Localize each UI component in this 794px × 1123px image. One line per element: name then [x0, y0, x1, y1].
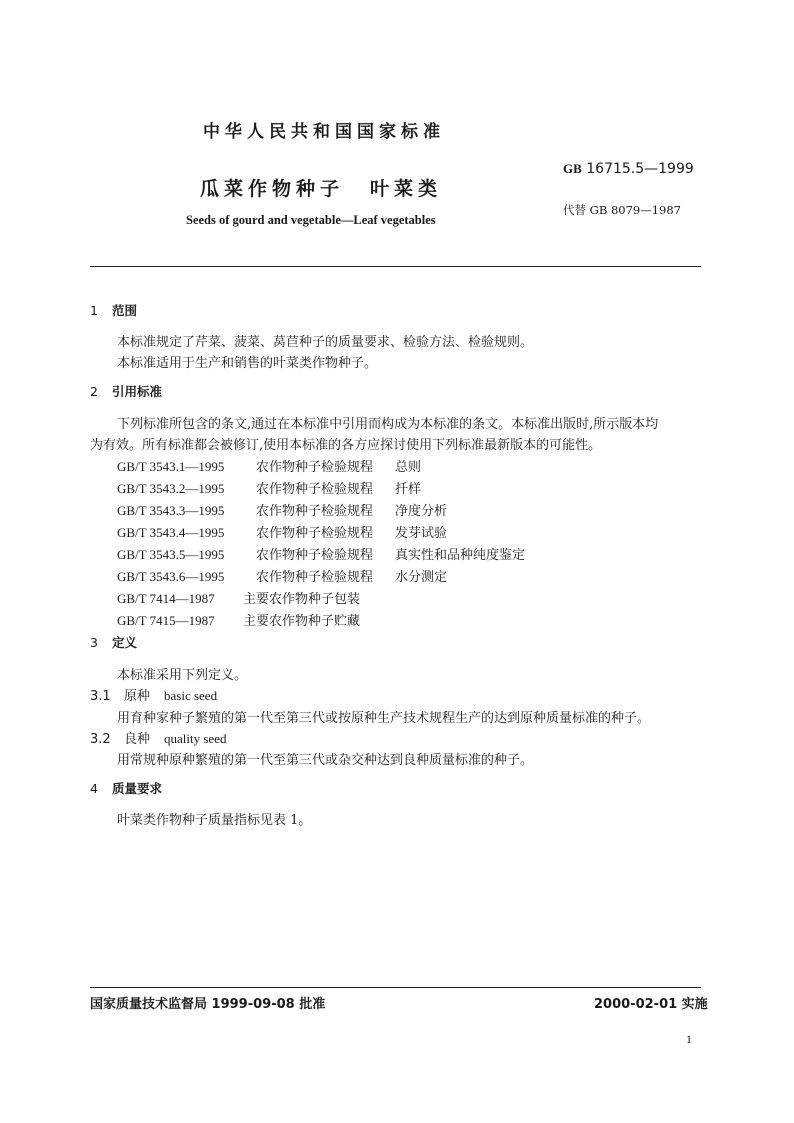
reference-subtitle: 水分测定 [395, 570, 448, 585]
paragraph: 下列标准所包含的条文,通过在本标准中引用而构成为本标准的条文。本标准出版时,所示版本均 [117, 417, 659, 432]
definition-number: 3.1 [90, 689, 111, 704]
reference-item [117, 478, 421, 497]
document-title [200, 174, 442, 201]
section-title: 范围 [112, 303, 138, 318]
reference-item [117, 544, 525, 563]
section-title: 定义 [112, 635, 138, 650]
reference-subtitle: 总则 [395, 460, 422, 475]
definition-term-english: quality seed [164, 731, 227, 746]
section-number: 4 [90, 781, 98, 796]
reference-subtitle: 净度分析 [395, 504, 448, 519]
definition-term: 良种 [124, 732, 151, 747]
reference-code: GB/T 3543.5—1995 [117, 547, 225, 562]
implementation-date: 2000-02-01 实施 [594, 997, 708, 1012]
reference-title: 农作物种子检验规程 [256, 460, 374, 475]
reference-code: GB/T 3543.4—1995 [117, 525, 225, 540]
definition-text: 用常规种原种繁殖的第一代至第三代或杂交种达到良种质量标准的种子。 [117, 753, 534, 768]
reference-title: 主要农作物种子贮藏 [243, 614, 361, 629]
section-title: 引用标准 [112, 384, 163, 399]
section-title: 质量要求 [112, 781, 163, 796]
reference-code: GB/T 7414—1987 [117, 591, 215, 606]
section-number: 3 [90, 635, 98, 650]
replaces-standard: 代替 GB 8079—1987 [563, 203, 681, 217]
definition-term: 原种 [124, 689, 151, 704]
approval-line: 国家质量技术监督局 1999-09-08 批准 [90, 997, 326, 1012]
definition-3-1-heading [90, 685, 217, 704]
reference-item [117, 522, 447, 541]
reference-item [117, 456, 421, 475]
standard-number-value: 16715.5—1999 [586, 161, 694, 177]
reference-code: GB/T 3543.1—1995 [117, 459, 225, 474]
section-2-heading [90, 382, 162, 400]
definition-text: 用育种家种子繁殖的第一代至第三代或按原种生产技术规程生产的达到原种质量标准的种子。 [117, 711, 651, 726]
reference-code: GB/T 7415—1987 [117, 613, 215, 628]
section-number: 2 [90, 384, 98, 399]
reference-subtitle: 发芽试验 [395, 526, 448, 541]
paragraph: 本标准规定了芹菜、菠菜、莴苣种子的质量要求、检验方法、检验规则。 [117, 335, 534, 350]
reference-item [117, 500, 447, 519]
paragraph: 本标准采用下列定义。 [117, 668, 248, 683]
document-title-part1: 瓜菜作物种子 [200, 178, 345, 200]
reference-subtitle: 扦样 [395, 482, 422, 497]
reference-title: 农作物种子检验规程 [256, 482, 374, 497]
reference-title: 农作物种子检验规程 [256, 504, 374, 519]
reference-item [117, 588, 360, 607]
reference-title: 农作物种子检验规程 [256, 526, 374, 541]
section-3-heading [90, 633, 137, 651]
page-number: 1 [686, 1032, 692, 1046]
reference-title: 农作物种子检验规程 [256, 548, 374, 563]
section-1-heading [90, 301, 137, 319]
reference-code: GB/T 3543.2—1995 [117, 481, 225, 496]
paragraph: 为有效。所有标准都会被修订,使用本标准的各方应探讨使用下列标准最新版本的可能性。 [90, 438, 602, 453]
reference-item [117, 566, 447, 585]
standard-prefix: GB [563, 161, 582, 176]
definition-term-english: basic seed [164, 688, 218, 703]
reference-title: 主要农作物种子包装 [243, 592, 361, 607]
reference-item [117, 610, 360, 629]
section-number: 1 [90, 303, 98, 318]
footer-divider [90, 987, 701, 988]
paragraph: 叶菜类作物种子质量指标见表 1。 [117, 813, 312, 828]
definition-number: 3.2 [90, 732, 111, 747]
english-title: Seeds of gourd and vegetable—Leaf vegetables [186, 213, 436, 227]
standard-number [563, 161, 694, 177]
reference-subtitle: 真实性和品种纯度鉴定 [395, 548, 526, 563]
reference-code: GB/T 3543.6—1995 [117, 569, 225, 584]
paragraph: 本标准适用于生产和销售的叶菜类作物种子。 [117, 356, 378, 371]
national-standard-title: 中华人民共和国国家标准 [203, 122, 445, 142]
header-divider [90, 266, 701, 267]
document-title-part2: 叶菜类 [370, 178, 443, 200]
section-4-heading [90, 779, 162, 797]
reference-code: GB/T 3543.3—1995 [117, 503, 225, 518]
definition-3-2-heading [90, 728, 226, 747]
reference-title: 农作物种子检验规程 [256, 570, 374, 585]
